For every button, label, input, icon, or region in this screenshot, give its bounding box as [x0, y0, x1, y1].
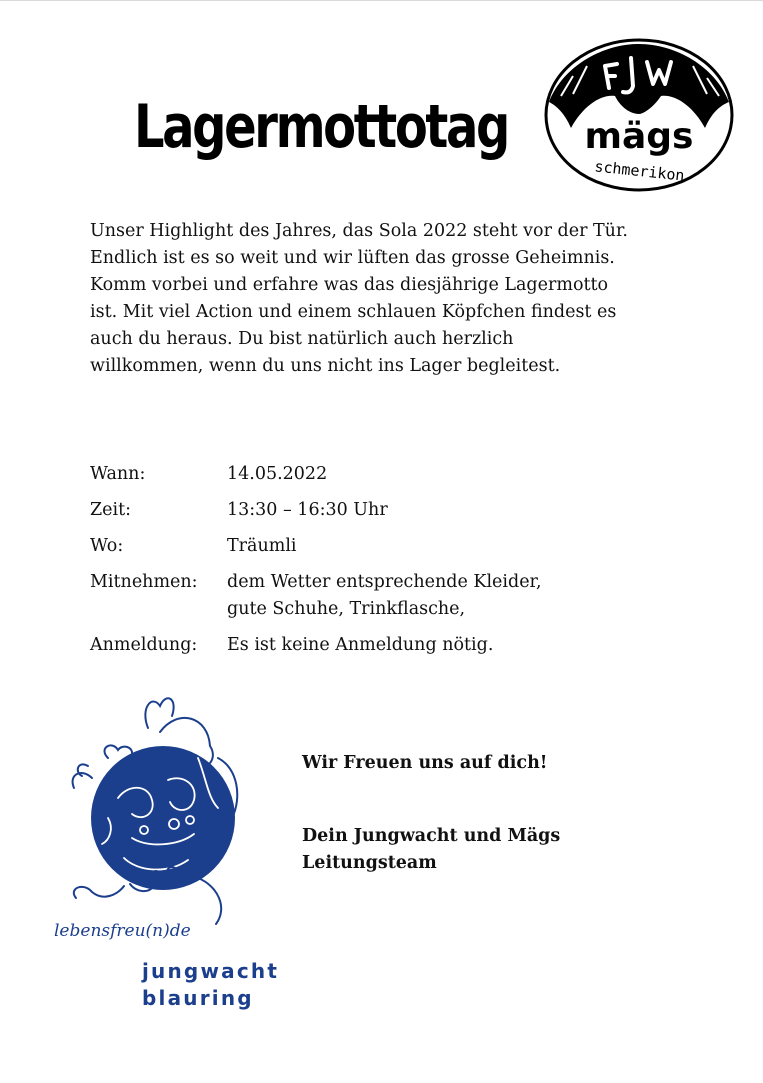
detail-value [227, 497, 388, 524]
signoff-line: Leitungsteam [302, 853, 437, 873]
detail-value-line: Träumli [227, 536, 297, 556]
intro-line: Unser Highlight des Jahres, das Sola 2022 steht vor der Tür. [90, 221, 628, 241]
detail-row-mitnehmen [90, 569, 710, 623]
jubla-line-2: blauring [142, 986, 254, 1010]
detail-label: Anmeldung: [90, 635, 198, 655]
detail-value-line: dem Wetter entsprechende Kleider, [227, 572, 542, 592]
intro-line: auch du heraus. Du bist natürlich auch herzlich [90, 329, 514, 349]
detail-value-line: 13:30 – 16:30 Uhr [227, 500, 388, 520]
event-details [90, 461, 710, 659]
intro-line: Komm vorbei und erfahre was das diesjährige Lagermotto [90, 275, 609, 295]
intro-line: ist. Mit viel Action und einem schlauen Köpfchen findest es [90, 302, 617, 322]
detail-row-zeit [90, 497, 710, 524]
detail-row-wo [90, 533, 710, 560]
detail-label: Wann: [90, 464, 146, 484]
detail-row-anmeldung [90, 632, 710, 659]
jubla-script-text: lebensfreu(n)de [54, 921, 191, 941]
detail-value-line: gute Schuhe, Trinkflasche, [227, 599, 466, 619]
signoff-line: Dein Jungwacht und Mägs [302, 826, 561, 846]
intro-line: Endlich ist es so weit und wir lüften das grosse Geheimnis. [90, 248, 615, 268]
detail-value-line: Es ist keine Anmeldung nötig. [227, 635, 494, 655]
page-top-border [0, 0, 763, 1]
detail-value [227, 632, 493, 659]
detail-value-line: 14.05.2022 [227, 464, 328, 484]
closing-greeting [302, 750, 547, 777]
detail-row-wann [90, 461, 710, 488]
page-title: Lagermottotag [134, 92, 508, 162]
intro-line: willkommen, wenn du uns nicht ins Lager begleitest. [90, 356, 561, 376]
maegs-logo-text: mägs [584, 116, 694, 157]
maegs-logo-subtext: schmerikon [593, 157, 686, 185]
detail-label: Zeit: [90, 500, 132, 520]
intro-paragraph [90, 218, 690, 380]
jubla-line-1: jungwacht [142, 959, 280, 983]
maegs-schmerikon-logo [543, 36, 735, 194]
detail-label: Mitnehmen: [90, 572, 198, 592]
greeting-text: Wir Freuen uns auf dich! [302, 753, 548, 773]
detail-value [227, 533, 297, 560]
detail-value [227, 569, 542, 623]
closing-signoff [302, 823, 560, 877]
detail-label: Wo: [90, 536, 124, 556]
detail-value [227, 461, 327, 488]
